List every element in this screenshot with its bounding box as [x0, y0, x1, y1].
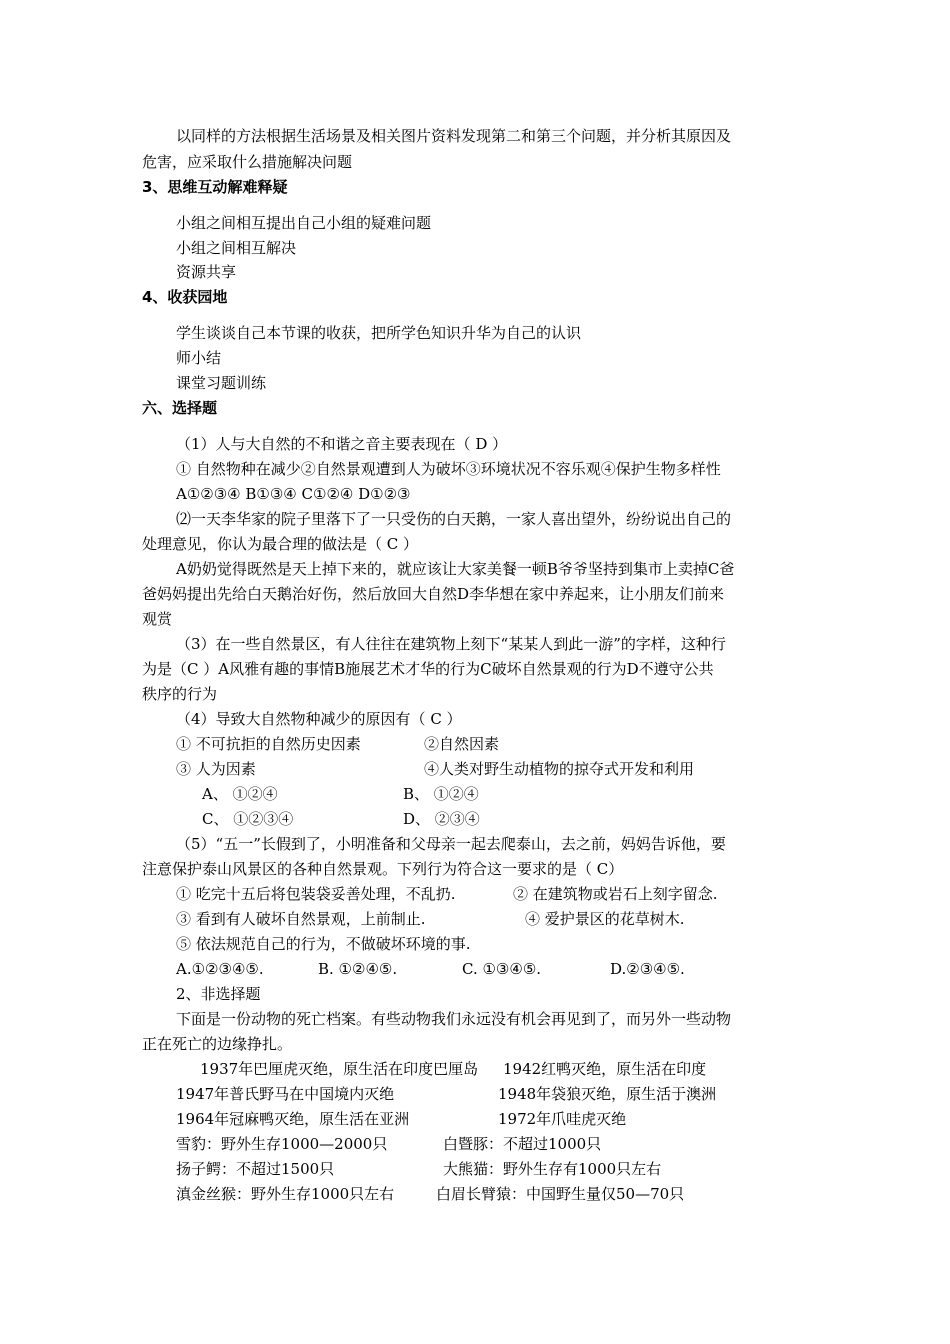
q5-statement-4: ④ 爱护景区的花草树木. [525, 910, 685, 928]
q4-item-3: ③ 人为因素 [176, 760, 256, 778]
endangered-record: 白眉长臂猿：中国野生量仅50—70只 [436, 1185, 685, 1203]
endangered-record: 扬子鳄：不超过1500只 [176, 1160, 335, 1178]
q4-option-a: A、 ①②④ [202, 785, 278, 803]
q3-line-1: （3）在一些自然景区，有人往往在建筑物上刻下“某某人到此一游”的字样，这种行 [176, 635, 726, 653]
endangered-record: 大熊猫：野外生存有1000只左右 [443, 1160, 662, 1178]
endangered-record: 白暨豚：不超过1000只 [443, 1135, 602, 1153]
section-4-item: 学生谈谈自己本节课的收获，把所学色知识升华为自己的认识 [176, 324, 582, 342]
section-4-heading: 4、收获园地 [142, 288, 228, 306]
endangered-record: 雪豹：野外生存1000—2000只 [176, 1135, 388, 1153]
q5-line-2: 注意保护泰山风景区的各种自然景观。下列行为符合这一要求的是（ C） [142, 860, 624, 878]
section-4-item: 课堂习题训练 [176, 374, 267, 392]
section-3-item: 资源共享 [176, 263, 237, 281]
q4-option-d: D、 ②③④ [403, 810, 480, 828]
q4-option-b: B、 ①②④ [403, 785, 479, 803]
q4-item-2: ②自然因素 [424, 735, 500, 753]
q4-item-4: ④人类对野生动植物的掠夺式开发和利用 [424, 760, 695, 778]
extinction-record: 1942红鸭灭绝，原生活在印度 [503, 1060, 707, 1078]
q2-line-1: ⑵一天李华家的院子里落下了一只受伤的白天鹅，一家人喜出望外，纷纷说出自己的 [176, 510, 732, 528]
q1-stem: （1）人与大自然的不和谐之音主要表现在（ D ） [176, 435, 508, 453]
q5-statement-3: ③ 看到有人破坏自然景观，上前制止. [176, 910, 426, 928]
q3-line-3: 秩序的行为 [142, 685, 218, 703]
extinction-record: 1964年冠麻鸭灭绝，原生活在亚洲 [176, 1110, 410, 1128]
section-6-heading: 六、选择题 [142, 399, 218, 417]
section-3-item: 小组之间相互解决 [176, 239, 297, 257]
q5-option-c: C. ①③④⑤. [462, 960, 542, 978]
extinction-record: 1937年巴厘虎灭绝，原生活在印度巴厘岛 [200, 1060, 479, 1078]
q5-statement-5: ⑤ 依法规范自己的行为，不做破坏环境的事. [176, 935, 471, 953]
section-3-heading: 3、思维互动解难释疑 [142, 178, 288, 196]
q5-statement-1: ① 吃完十五后将包装袋妥善处理，不乱扔. [176, 885, 456, 903]
extinction-record: 1972年爪哇虎灭绝 [498, 1110, 627, 1128]
q5-line-1: （5）“五一”长假到了，小明准备和父母亲一起去爬泰山，去之前，妈妈告诉他，要 [176, 835, 726, 853]
q5-statement-2: ② 在建筑物或岩石上刻字留念. [513, 885, 718, 903]
q2-line-2: 处理意见，你认为最合理的做法是（ C ） [142, 535, 419, 553]
q5-option-d: D.②③④⑤. [610, 960, 685, 978]
non-choice-heading: 2、非选择题 [176, 985, 261, 1003]
non-choice-intro-1: 下面是一份动物的死亡档案。有些动物我们永远没有机会再见到了，而另外一些动物 [176, 1010, 732, 1028]
q5-option-a: A.①②③④⑤. [176, 960, 264, 978]
q1-options: A①②③④ B①③④ C①②④ D①②③ [176, 485, 411, 503]
q2-line-5: 观赏 [142, 610, 173, 628]
extinction-record: 1948年袋狼灭绝，原生活于澳洲 [498, 1085, 717, 1103]
q4-stem: （4）导致大自然物种减少的原因有（ C ） [176, 710, 462, 728]
q4-option-c: C、 ①②③④ [202, 810, 294, 828]
q3-line-2: 为是（C ）A风雅有趣的事情B施展艺术才华的行为C破坏自然景观的行为D不遵守公共 [142, 660, 714, 678]
intro-line-2: 危害，应采取什么措施解决问题 [142, 153, 353, 171]
q4-item-1: ① 不可抗拒的自然历史因素 [176, 735, 361, 753]
extinction-record: 1947年普氏野马在中国境内灭绝 [176, 1085, 395, 1103]
non-choice-intro-2: 正在死亡的边缘挣扎。 [142, 1035, 293, 1053]
q5-option-b: B. ①②④⑤. [318, 960, 398, 978]
intro-line-1: 以同样的方法根据生活场景及相关图片资料发现第二和第三个问题，并分析其原因及 [176, 127, 732, 145]
q2-line-4: 爸妈妈提出先给白天鹅治好伤，然后放回大自然D李华想在家中养起来，让小朋友们前来 [142, 585, 725, 603]
q1-statements: ① 自然物种在减少②自然景观遭到人为破坏③环境状况不容乐观④保护生物多样性 [176, 460, 721, 478]
section-3-item: 小组之间相互提出自己小组的疑难问题 [176, 214, 432, 232]
endangered-record: 滇金丝猴：野外生存1000只左右 [176, 1185, 395, 1203]
q2-line-3: A奶奶觉得既然是天上掉下来的，就应该让大家美餐一顿B爷爷坚持到集市上卖掉C爸 [176, 560, 735, 578]
section-4-item: 师小结 [176, 349, 222, 367]
